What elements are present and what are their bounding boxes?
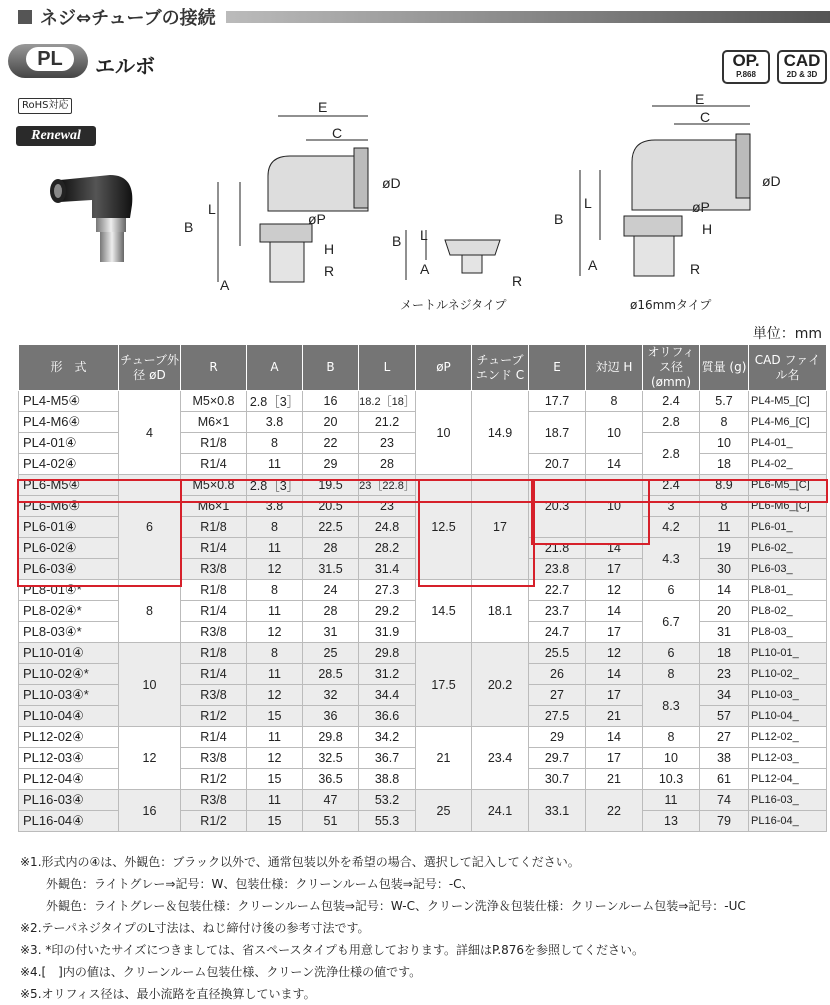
series-badge <box>8 44 88 78</box>
cell-e: 24.7 <box>529 622 586 643</box>
cell-r: M6×1 <box>181 412 247 433</box>
section-header <box>18 6 830 28</box>
dim-label-c: C <box>332 125 343 141</box>
r16-label-od: øD <box>762 173 781 189</box>
cell-tube-od: 12 <box>119 727 181 790</box>
cell-model: PL6-M6④ <box>19 496 119 517</box>
cell-orifice: 6 <box>643 643 700 664</box>
cell-p: 10 <box>416 391 472 475</box>
metric-label-l: L <box>420 227 428 243</box>
cell-b: 20.5 <box>303 496 359 517</box>
dim-label-od: øD <box>382 175 401 191</box>
cell-a: 15 <box>247 769 303 790</box>
cell-a: 11 <box>247 664 303 685</box>
cell-a: 11 <box>247 538 303 559</box>
cell-a: 12 <box>247 685 303 706</box>
cell-c: 23.4 <box>472 727 529 790</box>
cell-cad: PL10-04_ <box>749 706 827 727</box>
r16-label-op: øP <box>692 199 710 215</box>
cell-h: 14 <box>586 664 643 685</box>
cell-e: 29.7 <box>529 748 586 769</box>
cell-cad: PL4-02_ <box>749 454 827 475</box>
cell-r: R1/2 <box>181 811 247 832</box>
section-title: ネジ⇔チューブの接続 <box>40 8 216 29</box>
dimension-drawing-16mm <box>540 90 790 290</box>
cell-cad: PL12-02_ <box>749 727 827 748</box>
cell-p: 21 <box>416 727 472 790</box>
cell-e: 25.5 <box>529 643 586 664</box>
cell-orifice: 8 <box>643 664 700 685</box>
cell-r: R3/8 <box>181 790 247 811</box>
unit-label: 単位：mm <box>752 326 822 342</box>
cell-b: 24 <box>303 580 359 601</box>
cell-model: PL10-03④* <box>19 685 119 706</box>
footnotes <box>20 851 746 1005</box>
cell-r: R3/8 <box>181 559 247 580</box>
cell-l: 23［22.8］ <box>359 475 416 496</box>
cell-orifice: 2.4 <box>643 391 700 412</box>
metric-label-b: B <box>392 233 402 249</box>
cell-l: 28.2 <box>359 538 416 559</box>
col-header: チューブエンド C <box>472 345 529 391</box>
col-header: B <box>303 345 359 391</box>
r16-label-e: E <box>695 91 705 107</box>
r16-label-r: R <box>690 261 701 277</box>
cell-cad: PL6-01_ <box>749 517 827 538</box>
cad-label: CAD <box>783 51 821 70</box>
cell-a: 12 <box>247 622 303 643</box>
cell-mass: 14 <box>700 580 749 601</box>
cell-r: R1/2 <box>181 769 247 790</box>
cell-mass: 34 <box>700 685 749 706</box>
cell-a: 3.8 <box>247 412 303 433</box>
cell-e: 23.7 <box>529 601 586 622</box>
cell-mass: 5.7 <box>700 391 749 412</box>
cell-orifice: 3 <box>643 496 700 517</box>
cell-r: R1/8 <box>181 580 247 601</box>
cell-b: 32.5 <box>303 748 359 769</box>
cell-model: PL8-03④* <box>19 622 119 643</box>
metric-label-r: R <box>512 273 523 289</box>
r16-label-c: C <box>700 109 711 125</box>
cell-cad: PL4-01_ <box>749 433 827 454</box>
cell-b: 31.5 <box>303 559 359 580</box>
cell-model: PL4-01④ <box>19 433 119 454</box>
cell-l: 34.2 <box>359 727 416 748</box>
cell-l: 23 <box>359 496 416 517</box>
cell-b: 29 <box>303 454 359 475</box>
cell-h: 10 <box>586 412 643 454</box>
cell-l: 27.3 <box>359 580 416 601</box>
r16-label-l: L <box>584 195 592 211</box>
cell-cad: PL16-04_ <box>749 811 827 832</box>
cell-a: 15 <box>247 811 303 832</box>
cell-a: 12 <box>247 559 303 580</box>
cell-cad: PL10-02_ <box>749 664 827 685</box>
cell-e: 33.1 <box>529 790 586 832</box>
table-row <box>19 790 827 811</box>
cell-b: 51 <box>303 811 359 832</box>
cell-mass: 30 <box>700 559 749 580</box>
cell-mass: 38 <box>700 748 749 769</box>
cell-b: 36.5 <box>303 769 359 790</box>
col-header: 形 式 <box>19 345 119 391</box>
table-row <box>19 643 827 664</box>
cell-e: 27 <box>529 685 586 706</box>
table-row <box>19 727 827 748</box>
cell-model: PL10-04④ <box>19 706 119 727</box>
cell-h: 21 <box>586 706 643 727</box>
cell-orifice: 8 <box>643 727 700 748</box>
cell-p: 12.5 <box>416 475 472 580</box>
dim-label-l: L <box>208 201 216 217</box>
cell-c: 20.2 <box>472 643 529 727</box>
cell-a: 8 <box>247 517 303 538</box>
cell-model: PL6-03④ <box>19 559 119 580</box>
cad-sub: 2D & 3D <box>786 70 818 79</box>
cell-b: 20 <box>303 412 359 433</box>
col-header: øP <box>416 345 472 391</box>
cad-badge[interactable] <box>777 50 827 84</box>
cell-e: 22.7 <box>529 580 586 601</box>
col-header: オリフィス径 (ømm) <box>643 345 700 391</box>
cell-mass: 61 <box>700 769 749 790</box>
cell-a: 2.8［3］ <box>247 475 303 496</box>
cell-b: 29.8 <box>303 727 359 748</box>
cell-orifice: 4.3 <box>643 538 700 580</box>
cell-orifice: 2.4 <box>643 475 700 496</box>
cell-mass: 10 <box>700 433 749 454</box>
table-row <box>19 391 827 412</box>
cell-mass: 8 <box>700 412 749 433</box>
cell-b: 32 <box>303 685 359 706</box>
cell-cad: PL10-01_ <box>749 643 827 664</box>
table-row <box>19 475 827 496</box>
cell-h: 12 <box>586 580 643 601</box>
cell-h: 17 <box>586 559 643 580</box>
cell-h: 17 <box>586 622 643 643</box>
cell-h: 17 <box>586 748 643 769</box>
cell-l: 31.2 <box>359 664 416 685</box>
cell-h: 14 <box>586 601 643 622</box>
cell-mass: 20 <box>700 601 749 622</box>
rohs-badge: RoHS対応 <box>18 98 72 114</box>
r16-label-b: B <box>554 211 564 227</box>
cell-mass: 8 <box>700 496 749 517</box>
cell-b: 47 <box>303 790 359 811</box>
cell-b: 22 <box>303 433 359 454</box>
cell-l: 29.2 <box>359 601 416 622</box>
cell-p: 17.5 <box>416 643 472 727</box>
cell-r: M5×0.8 <box>181 391 247 412</box>
cell-mass: 18 <box>700 454 749 475</box>
cell-e: 23.8 <box>529 559 586 580</box>
cell-r: R1/4 <box>181 727 247 748</box>
cell-c: 18.1 <box>472 580 529 643</box>
cell-l: 18.2［18］ <box>359 391 416 412</box>
cell-orifice: 2.8 <box>643 433 700 475</box>
col-header: CAD ファイル名 <box>749 345 827 391</box>
cell-orifice: 11 <box>643 790 700 811</box>
cell-e: 20.3 <box>529 475 586 538</box>
footnote: ※4.[ ]内の値は、クリーンルーム包装仕様、クリーン洗浄仕様の値です。 <box>20 965 422 979</box>
cell-l: 34.4 <box>359 685 416 706</box>
r16-label-h: H <box>702 221 713 237</box>
cell-model: PL16-03④ <box>19 790 119 811</box>
cell-l: 24.8 <box>359 517 416 538</box>
cell-h: 10 <box>586 475 643 538</box>
cell-a: 2.8［3］ <box>247 391 303 412</box>
cell-cad: PL6-03_ <box>749 559 827 580</box>
op-label: OP. <box>732 51 760 70</box>
cell-mass: 19 <box>700 538 749 559</box>
cell-mass: 57 <box>700 706 749 727</box>
cell-cad: PL4-M6_[C] <box>749 412 827 433</box>
cell-r: R1/4 <box>181 601 247 622</box>
renewal-badge: Renewal <box>16 126 96 146</box>
cell-mass: 79 <box>700 811 749 832</box>
table-header-row <box>19 345 827 391</box>
cell-orifice: 6 <box>643 580 700 601</box>
cell-a: 11 <box>247 601 303 622</box>
col-header: R <box>181 345 247 391</box>
cell-h: 8 <box>586 391 643 412</box>
cell-e: 29 <box>529 727 586 748</box>
footnote: 外観色：ライトグレー⇒記号：W、包装仕様：クリーンルーム包装⇒記号：-C、 <box>46 877 474 891</box>
cell-cad: PL4-M5_[C] <box>749 391 827 412</box>
cell-tube-od: 8 <box>119 580 181 643</box>
cell-model: PL4-02④ <box>19 454 119 475</box>
header-gradient-bar <box>226 11 830 23</box>
cell-b: 28.5 <box>303 664 359 685</box>
cell-l: 36.7 <box>359 748 416 769</box>
cell-model: PL8-02④* <box>19 601 119 622</box>
cell-mass: 27 <box>700 727 749 748</box>
col-header: A <box>247 345 303 391</box>
cell-e: 26 <box>529 664 586 685</box>
cell-h: 14 <box>586 454 643 475</box>
cell-model: PL6-01④ <box>19 517 119 538</box>
cell-model: PL16-04④ <box>19 811 119 832</box>
caption-16mm: ø16mmタイプ <box>630 298 712 312</box>
cell-r: R3/8 <box>181 748 247 769</box>
dim-label-h: H <box>324 241 335 257</box>
cell-cad: PL8-02_ <box>749 601 827 622</box>
cell-model: PL4-M6④ <box>19 412 119 433</box>
cell-cad: PL12-03_ <box>749 748 827 769</box>
cell-cad: PL10-03_ <box>749 685 827 706</box>
cell-orifice: 10 <box>643 748 700 769</box>
cell-p: 14.5 <box>416 580 472 643</box>
cell-tube-od: 6 <box>119 475 181 580</box>
cell-cad: PL8-01_ <box>749 580 827 601</box>
cell-mass: 8.9 <box>700 475 749 496</box>
cell-l: 55.3 <box>359 811 416 832</box>
cell-r: M5×0.8 <box>181 475 247 496</box>
cell-mass: 11 <box>700 517 749 538</box>
cell-h: 17 <box>586 685 643 706</box>
cell-a: 15 <box>247 706 303 727</box>
op-page: P.868 <box>736 70 756 79</box>
cell-r: R1/4 <box>181 664 247 685</box>
cell-r: R1/8 <box>181 643 247 664</box>
cell-a: 3.8 <box>247 496 303 517</box>
cell-a: 11 <box>247 790 303 811</box>
cell-r: R1/4 <box>181 454 247 475</box>
footnote: ※2.テーパネジタイプのL寸法は、ねじ締付け後の参考寸法です。 <box>20 921 370 935</box>
cell-a: 8 <box>247 580 303 601</box>
cell-model: PL6-M5④ <box>19 475 119 496</box>
cell-mass: 18 <box>700 643 749 664</box>
cell-r: R1/2 <box>181 706 247 727</box>
table-row <box>19 580 827 601</box>
product-photo <box>40 160 160 270</box>
cell-c: 14.9 <box>472 391 529 475</box>
cell-r: R3/8 <box>181 685 247 706</box>
cell-mass: 31 <box>700 622 749 643</box>
cell-l: 23 <box>359 433 416 454</box>
cell-b: 25 <box>303 643 359 664</box>
cell-h: 21 <box>586 769 643 790</box>
op-badge[interactable] <box>722 50 770 84</box>
cell-c: 24.1 <box>472 790 529 832</box>
cell-h: 12 <box>586 643 643 664</box>
cell-r: R3/8 <box>181 622 247 643</box>
cell-h: 14 <box>586 727 643 748</box>
footnote: 外観色：ライトグレー＆包装仕様：クリーンルーム包装⇒記号：W-C、クリーン洗浄＆包装仕様：クリーンルーム包装⇒記号：-UC <box>46 899 746 913</box>
cell-r: M6×1 <box>181 496 247 517</box>
cell-e: 18.7 <box>529 412 586 454</box>
spec-table <box>18 344 827 832</box>
cell-model: PL8-01④* <box>19 580 119 601</box>
cell-mass: 74 <box>700 790 749 811</box>
r16-label-a: A <box>588 257 598 273</box>
cell-model: PL10-01④ <box>19 643 119 664</box>
cell-model: PL12-02④ <box>19 727 119 748</box>
cell-h: 22 <box>586 790 643 832</box>
cell-e: 20.7 <box>529 454 586 475</box>
cell-cad: PL6-02_ <box>749 538 827 559</box>
cell-b: 16 <box>303 391 359 412</box>
cell-b: 28 <box>303 601 359 622</box>
cell-l: 38.8 <box>359 769 416 790</box>
metric-label-a: A <box>420 261 430 277</box>
cell-r: R1/4 <box>181 538 247 559</box>
series-code: PL <box>26 47 74 71</box>
cell-l: 28 <box>359 454 416 475</box>
cell-l: 36.6 <box>359 706 416 727</box>
cell-a: 11 <box>247 727 303 748</box>
col-header: 質量 (g) <box>700 345 749 391</box>
cell-b: 19.5 <box>303 475 359 496</box>
cell-cad: PL12-04_ <box>749 769 827 790</box>
cell-orifice: 4.2 <box>643 517 700 538</box>
cell-tube-od: 4 <box>119 391 181 475</box>
cell-mass: 23 <box>700 664 749 685</box>
cell-orifice: 13 <box>643 811 700 832</box>
cell-cad: PL16-03_ <box>749 790 827 811</box>
cell-l: 29.8 <box>359 643 416 664</box>
col-header: 対辺 H <box>586 345 643 391</box>
dim-label-op: øP <box>308 211 326 227</box>
cell-l: 53.2 <box>359 790 416 811</box>
cell-r: R1/8 <box>181 517 247 538</box>
cell-l: 31.9 <box>359 622 416 643</box>
col-header: E <box>529 345 586 391</box>
dim-label-b: B <box>184 219 194 235</box>
cell-b: 22.5 <box>303 517 359 538</box>
caption-metric: メートルネジタイプ <box>400 298 507 312</box>
cell-l: 21.2 <box>359 412 416 433</box>
cell-model: PL10-02④* <box>19 664 119 685</box>
cell-e: 30.7 <box>529 769 586 790</box>
dimension-drawing-standard <box>178 96 408 296</box>
cell-model: PL12-04④ <box>19 769 119 790</box>
cell-orifice: 8.3 <box>643 685 700 727</box>
cell-e: 21.8 <box>529 538 586 559</box>
cell-b: 31 <box>303 622 359 643</box>
cell-cad: PL6-M5_[C] <box>749 475 827 496</box>
dim-label-e: E <box>318 99 328 115</box>
cell-cad: PL8-03_ <box>749 622 827 643</box>
col-header: チューブ外径 øD <box>119 345 181 391</box>
cell-orifice: 10.3 <box>643 769 700 790</box>
cell-p: 25 <box>416 790 472 832</box>
cell-a: 8 <box>247 433 303 454</box>
cell-model: PL12-03④ <box>19 748 119 769</box>
cell-cad: PL6-M6_[C] <box>749 496 827 517</box>
header-square-icon <box>18 10 32 24</box>
cell-orifice: 6.7 <box>643 601 700 643</box>
cell-e: 17.7 <box>529 391 586 412</box>
dimension-drawing-metric <box>390 210 540 290</box>
cell-orifice: 2.8 <box>643 412 700 433</box>
cell-b: 28 <box>303 538 359 559</box>
cell-b: 36 <box>303 706 359 727</box>
cell-a: 12 <box>247 748 303 769</box>
cell-model: PL6-02④ <box>19 538 119 559</box>
dim-label-a: A <box>220 277 230 293</box>
cell-model: PL4-M5④ <box>19 391 119 412</box>
cell-tube-od: 10 <box>119 643 181 727</box>
cell-h: 14 <box>586 538 643 559</box>
cell-e: 27.5 <box>529 706 586 727</box>
cell-c: 17 <box>472 475 529 580</box>
footnote: ※1.形式内の④は、外観色：ブラック以外で、通常包装以外を希望の場合、選択して記入してください。 <box>20 855 580 869</box>
cell-r: R1/8 <box>181 433 247 454</box>
cell-a: 11 <box>247 454 303 475</box>
cell-l: 31.4 <box>359 559 416 580</box>
footnote: ※3. *印の付いたサイズにつきましては、省スペースタイプも用意しております。詳細はP.876を参照してください。 <box>20 943 645 957</box>
footnote: ※5.オリフィス径は、最小流路を直径換算しています。 <box>20 987 316 1001</box>
cell-tube-od: 16 <box>119 790 181 832</box>
col-header: L <box>359 345 416 391</box>
cell-a: 8 <box>247 643 303 664</box>
dim-label-r: R <box>324 263 335 279</box>
series-name: エルボ <box>95 54 155 78</box>
